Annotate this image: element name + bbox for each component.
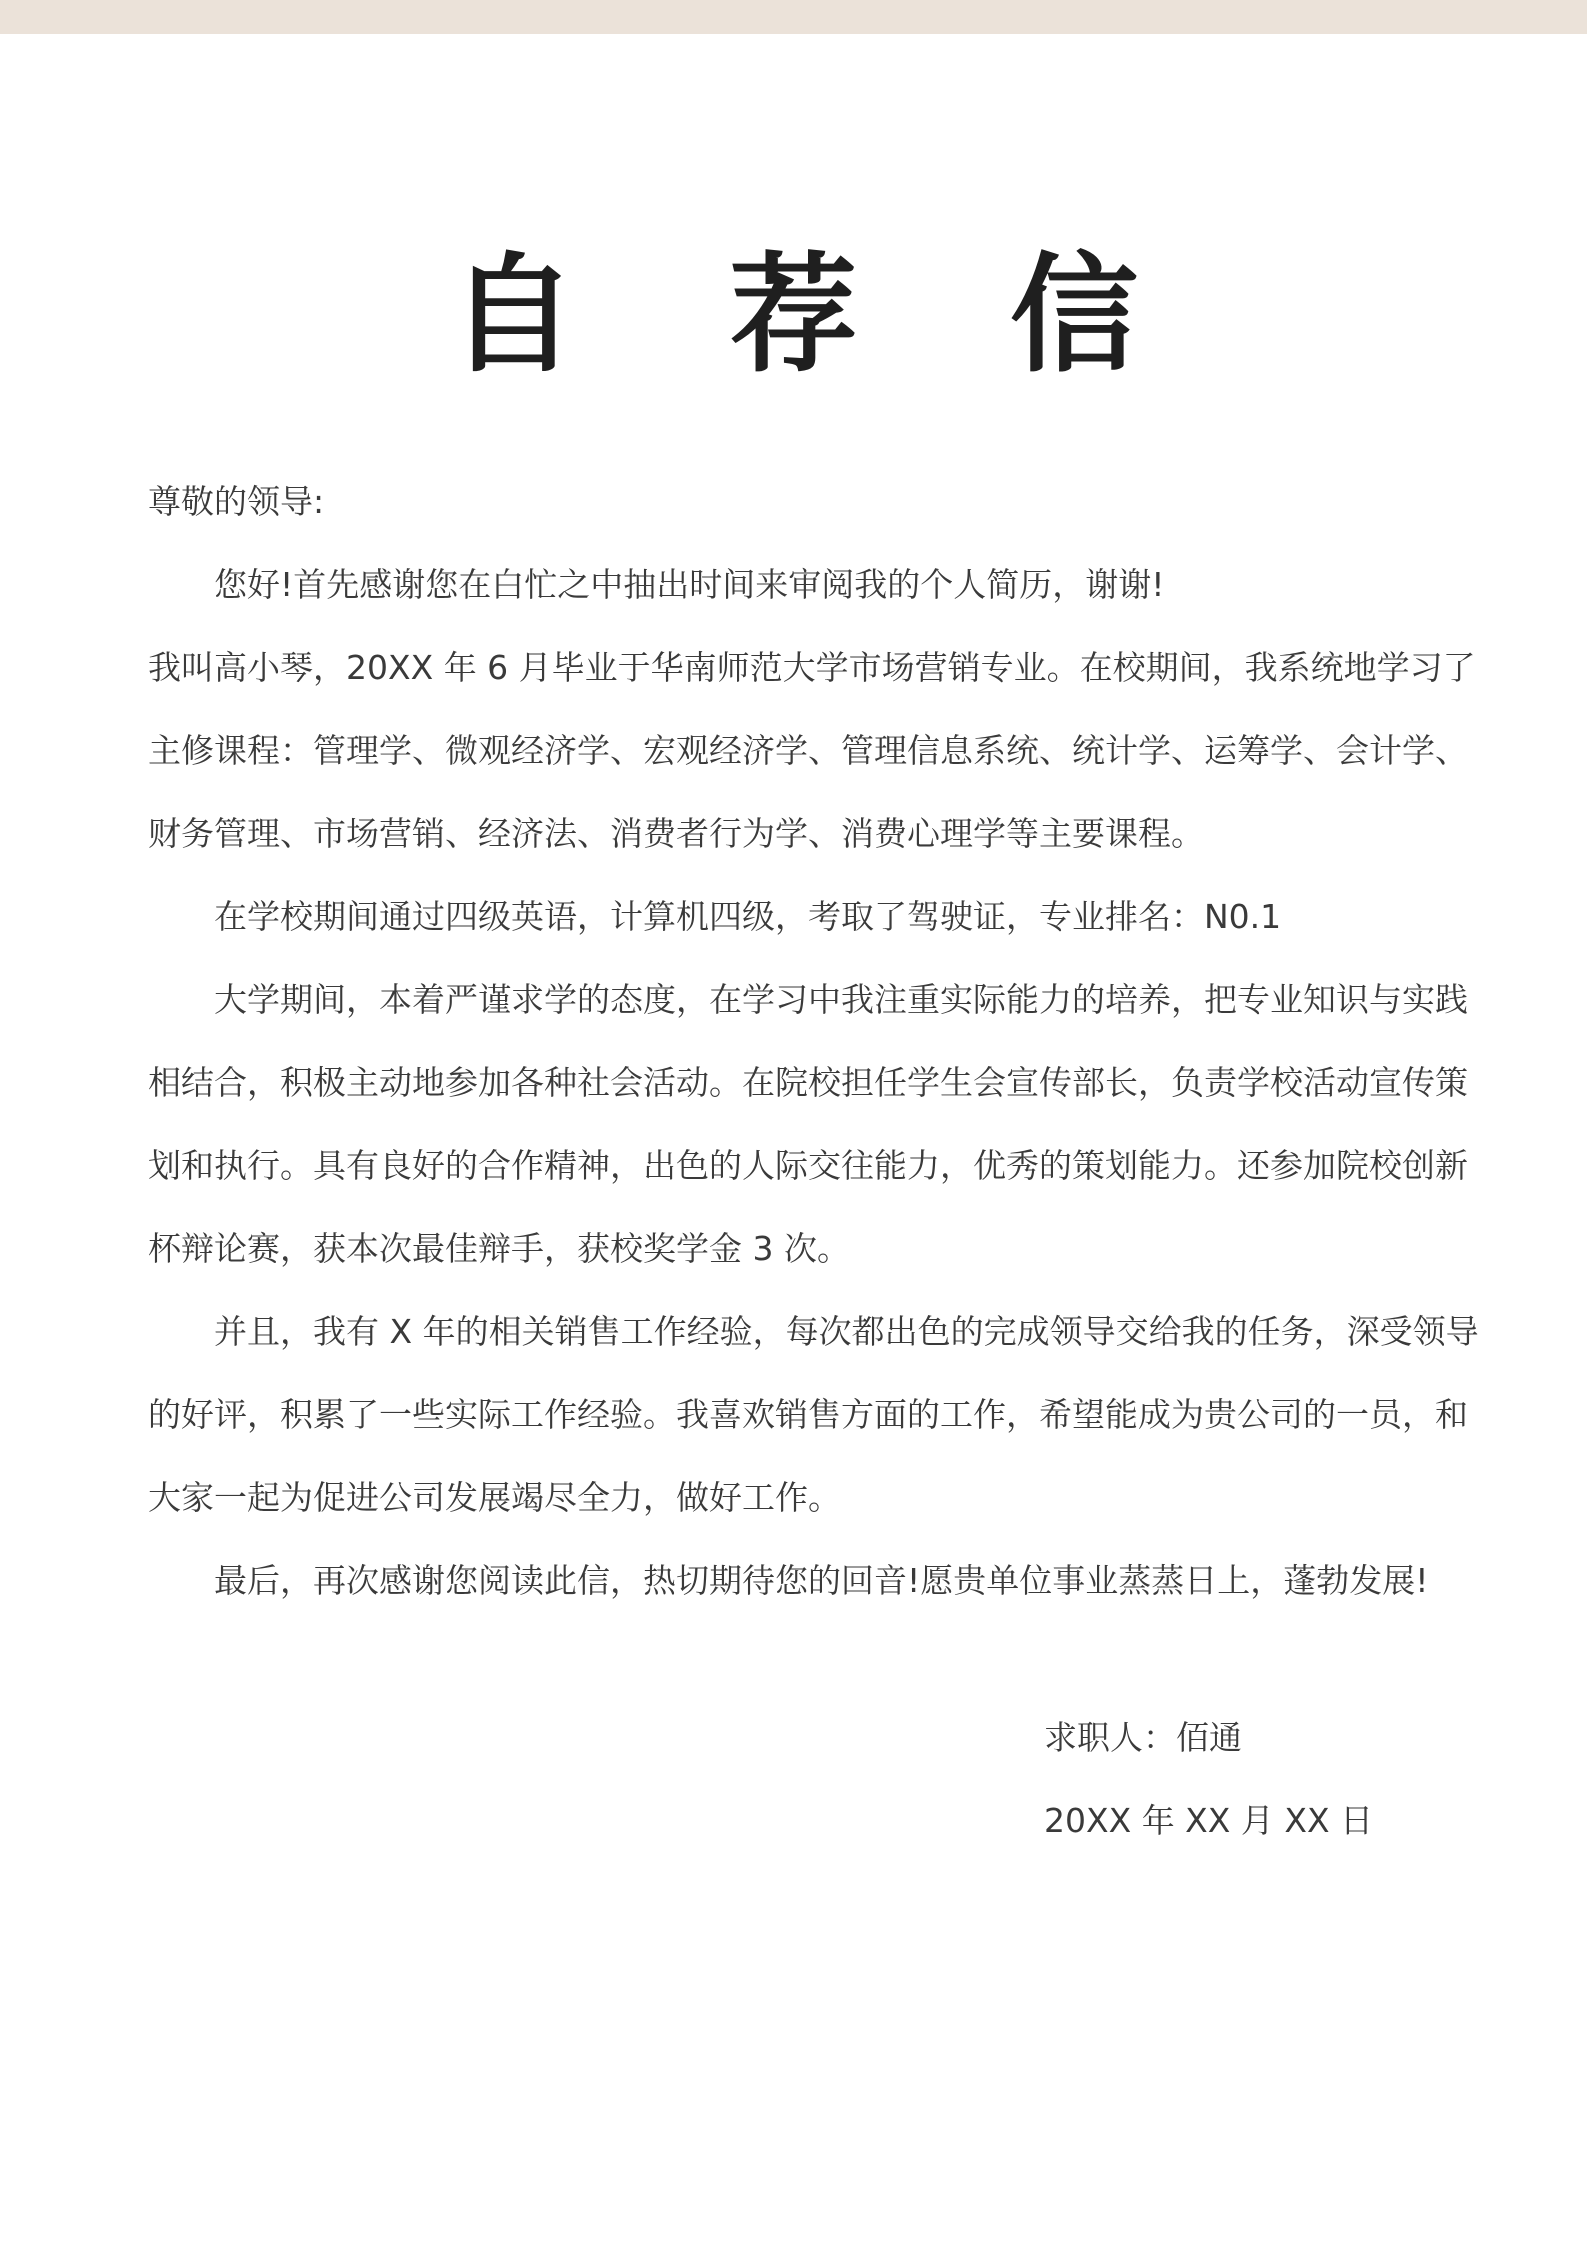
letter-line: 的好评，积累了一些实际工作经验。我喜欢销售方面的工作，希望能成为贵公司的一员，和 <box>148 1395 1468 1434</box>
letter-line: 相结合，积极主动地参加各种社会活动。在院校担任学生会宣传部长，负责学校活动宣传策 <box>148 1063 1468 1102</box>
letter-body <box>148 460 1479 1622</box>
letter-title: 自 荐 信 <box>448 240 1193 390</box>
applicant-name: 求职人：佰通 <box>1044 1718 1242 1757</box>
letter-line: 主修课程：管理学、微观经济学、宏观经济学、管理信息系统、统计学、运筹学、会计学、 <box>148 731 1468 770</box>
letter-line: 杯辩论赛，获本次最佳辩手，获校奖学金 3 次。 <box>148 1229 850 1268</box>
signature-date: 20XX 年 XX 月 XX 日 <box>1044 1801 1374 1840</box>
signature-block <box>1044 1696 1373 1862</box>
top-decorative-band <box>0 0 1587 34</box>
letter-line: 划和执行。具有良好的合作精神，出色的人际交往能力，优秀的策划能力。还参加院校创新 <box>148 1146 1468 1185</box>
salutation: 尊敬的领导: <box>148 482 325 521</box>
letter-line: 大家一起为促进公司发展竭尽全力，做好工作。 <box>148 1478 841 1517</box>
letter-line: 最后，再次感谢您阅读此信，热切期待您的回音!愿贵单位事业蒸蒸日上，蓬勃发展! <box>214 1561 1429 1600</box>
letter-line: 在学校期间通过四级英语，计算机四级，考取了驾驶证，专业排名：N0.1 <box>214 897 1282 936</box>
letter-line: 您好!首先感谢您在白忙之中抽出时间来审阅我的个人简历，谢谢! <box>214 565 1165 604</box>
letter-line: 并且，我有 X 年的相关销售工作经验，每次都出色的完成领导交给我的任务，深受领导 <box>214 1312 1479 1351</box>
letter-line: 财务管理、市场营销、经济法、消费者行为学、消费心理学等主要课程。 <box>148 814 1204 853</box>
letter-line: 大学期间，本着严谨求学的态度，在学习中我注重实际能力的培养，把专业知识与实践 <box>214 980 1468 1019</box>
letter-line: 我叫高小琴，20XX 年 6 月毕业于华南师范大学市场营销专业。在校期间，我系统地学习了 <box>148 648 1476 687</box>
